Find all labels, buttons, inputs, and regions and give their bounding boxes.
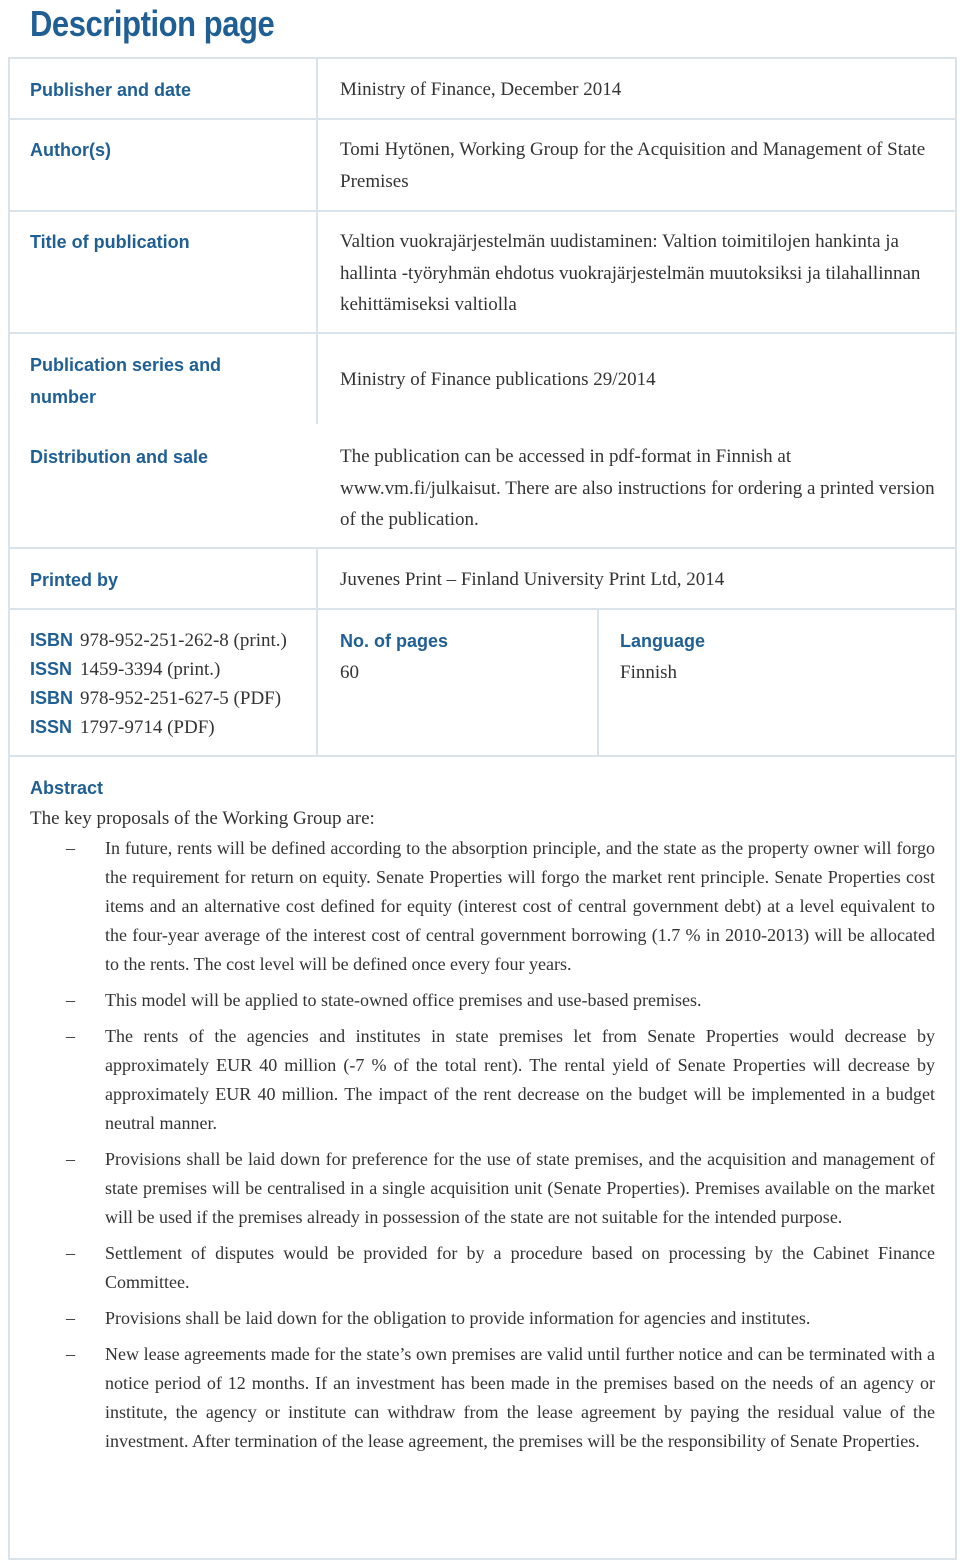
abstract-intro: The key proposals of the Working Group are: xyxy=(30,808,375,829)
column-divider xyxy=(316,118,318,210)
abstract-item-text: This model will be applied to state-owned office premises and use-based premises. xyxy=(105,990,702,1010)
series-label: Publication series and number xyxy=(30,355,222,407)
printed-by-value: Juvenes Print – Finland University Print Ltd, 2014 xyxy=(340,569,725,590)
identifier-value: 1797-9714 (PDF) xyxy=(80,717,215,738)
row-divider xyxy=(8,118,957,120)
identifier-tag: ISSN xyxy=(30,659,73,679)
abstract-item xyxy=(30,834,935,979)
pages-label: No. of pages xyxy=(340,631,449,651)
abstract-item-text: New lease agreements made for the state’s own premises are valid until further notice and can be terminated with a notice period of 12 months. If an investment has been made in the premises based on the needs of an agency or institute, the agency or institute can withdraw from the lease agreement by paying the residual value of the investment. After termination of the lease agreement, the premises will be the responsibility of Senate Properties. xyxy=(105,1344,935,1451)
abstract-item-text: The rents of the agencies and institutes in state premises let from Senate Properties would decrease by approximately EUR 40 million (-7 % of the total rent). The rental yield of Senate Properties will decrease by approximately EUR 40 million. The impact of the rent decrease on the budget will be implemented in a budget neutral manner. xyxy=(105,1026,935,1133)
title-value: Valtion vuokrajärjestelmän uudistaminen: Valtion toimitilojen hankinta ja hallinta -työryhmän ehdotus vuokrajärjestelmän muutoksiksi ja tilahallinnan kehittämiseksi valtiolla xyxy=(340,231,921,315)
column-divider xyxy=(316,332,318,424)
abstract-item-text: Provisions shall be laid down for the obligation to provide information for agencies and institutes. xyxy=(105,1308,811,1328)
abstract-item-text: In future, rents will be defined according to the absorption principle, and the state as the property owner will forgo the requirement for return on equity. Senate Properties will forgo the market rent principle. Senate Properties cost items and an alternative cost defined for equity (interest cost of central government debt) at a level equivalent to the four-year average of the interest cost of central government borrowing (1.7 % in 2010-2013) will be allocated to the rents. The cost level will be defined once every four years. xyxy=(105,838,935,974)
column-divider xyxy=(316,210,318,332)
abstract-item xyxy=(30,986,935,1015)
row-divider xyxy=(8,755,957,757)
row-divider xyxy=(8,608,957,610)
dash-bullet: – xyxy=(66,1344,75,1364)
series-value: Ministry of Finance publications 29/2014 xyxy=(340,369,656,390)
identifier-tag: ISBN xyxy=(30,688,74,708)
distribution-value: The publication can be accessed in pdf-format in Finnish at www.vm.fi/julkaisut. There are also instructions for ordering a printed version of the publication. xyxy=(340,446,935,530)
dash-bullet: – xyxy=(66,990,75,1010)
printed-by-label: Printed by xyxy=(30,570,119,590)
abstract-item xyxy=(30,1304,935,1333)
dash-bullet: – xyxy=(66,1026,75,1046)
title-label: Title of publication xyxy=(30,232,190,252)
language-label: Language xyxy=(620,631,706,651)
authors-label: Author(s) xyxy=(30,140,111,160)
row-divider xyxy=(8,332,957,334)
abstract-item-text: Settlement of disputes would be provided for by a procedure based on processing by the Cabinet Finance Committee. xyxy=(105,1243,935,1292)
dash-bullet: – xyxy=(66,1308,75,1328)
publisher-label: Publisher and date xyxy=(30,80,192,100)
column-divider xyxy=(316,608,318,755)
identifier-tag: ISSN xyxy=(30,717,73,737)
abstract-item-text: Provisions shall be laid down for preference for the use of state premises, and the acquisition and management of state premises will be centralised in a single acquisition unit (Senate Properties). Premises available on the market will be used if the premises already in possession of the state are not suitable for the intended purpose. xyxy=(105,1149,935,1227)
authors-value: Tomi Hytönen, Working Group for the Acquisition and Management of State Premises xyxy=(340,139,926,192)
page-title: Description page xyxy=(30,3,275,44)
dash-bullet: – xyxy=(66,838,75,858)
identifier-value: 978-952-251-627-5 (PDF) xyxy=(80,688,282,709)
abstract-list xyxy=(30,834,935,1463)
dash-bullet: – xyxy=(66,1243,75,1263)
dash-bullet: – xyxy=(66,1149,75,1169)
abstract-item xyxy=(30,1022,935,1138)
abstract-item xyxy=(30,1340,935,1456)
identifier-row xyxy=(30,684,281,713)
identifier-row xyxy=(30,713,215,742)
row-divider xyxy=(8,210,957,212)
pages-value: 60 xyxy=(340,662,359,683)
identifier-value: 1459-3394 (print.) xyxy=(80,659,221,680)
publisher-value: Ministry of Finance, December 2014 xyxy=(340,79,622,100)
identifier-row xyxy=(30,655,220,684)
distribution-label: Distribution and sale xyxy=(30,447,209,467)
identifier-tag: ISBN xyxy=(30,630,74,650)
abstract-item xyxy=(30,1145,935,1232)
column-divider xyxy=(316,547,318,608)
abstract-heading: Abstract xyxy=(30,778,104,798)
row-divider xyxy=(8,547,957,549)
identifier-value: 978-952-251-262-8 (print.) xyxy=(80,630,287,651)
column-divider xyxy=(597,608,599,755)
language-value: Finnish xyxy=(620,662,678,683)
identifier-row xyxy=(30,626,287,655)
abstract-item xyxy=(30,1239,935,1297)
